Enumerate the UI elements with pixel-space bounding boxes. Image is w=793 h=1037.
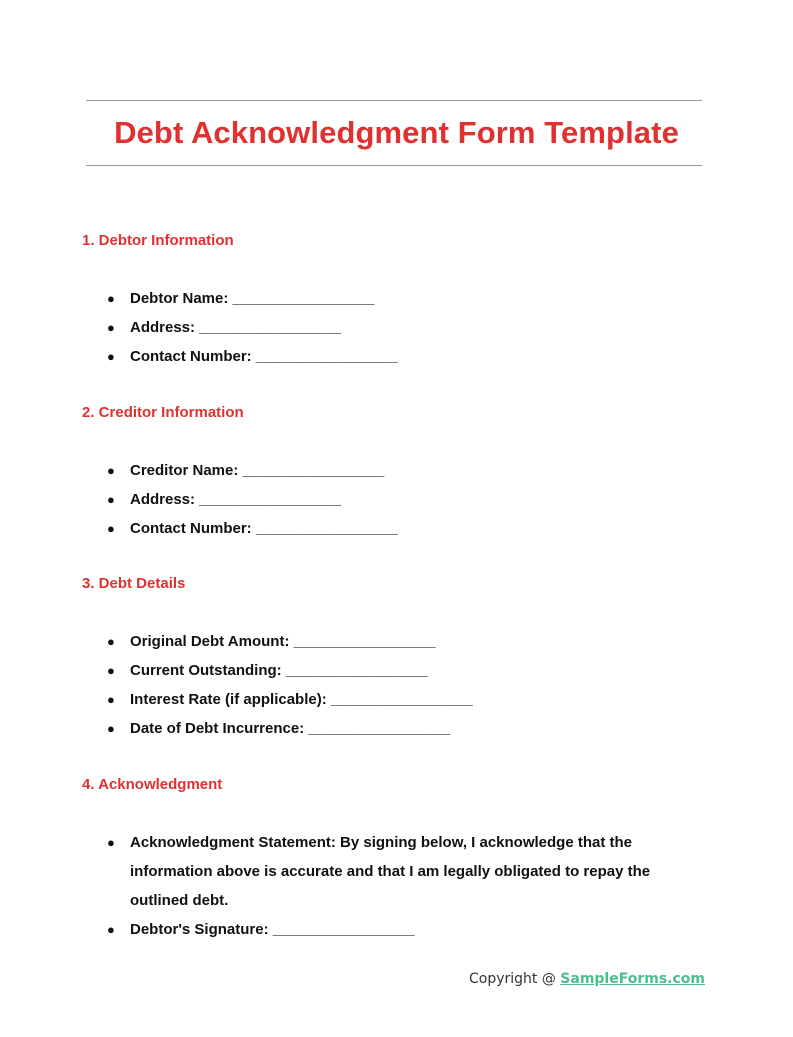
list-item <box>0 915 793 944</box>
acknowledgment-statement: Acknowledgment Statement: By signing below, I acknowledge that the information above is accurate and that I am legally obligated to repay the outlined debt. <box>130 834 651 909</box>
section-heading-debtor: 1. Debtor Information <box>82 232 234 249</box>
list-item <box>0 656 793 685</box>
current-outstanding-field: Current Outstanding: _________________ <box>130 662 428 679</box>
list-item <box>0 313 793 342</box>
bullet-icon: ● <box>107 634 115 649</box>
original-debt-field: Original Debt Amount: _________________ <box>130 633 436 650</box>
list-item <box>0 342 793 371</box>
bullet-icon: ● <box>107 521 115 536</box>
list-item <box>0 456 793 485</box>
debtor-contact-field: Contact Number: _________________ <box>130 348 398 365</box>
bullet-icon: ● <box>107 835 115 850</box>
creditor-address-field: Address: _________________ <box>130 491 342 508</box>
copyright-footer <box>469 968 705 990</box>
list-item <box>0 514 793 543</box>
debt-date-field: Date of Debt Incurrence: _________________ <box>130 720 451 737</box>
section-heading-debt-details: 3. Debt Details <box>82 575 186 592</box>
bullet-icon: ● <box>107 721 115 736</box>
debtor-signature-field: Debtor's Signature: _________________ <box>130 921 415 938</box>
creditor-field-list <box>0 456 793 543</box>
brand-link[interactable]: SampleForms.com <box>560 971 705 987</box>
bullet-icon: ● <box>107 663 115 678</box>
page-title: Debt Acknowledgment Form Template <box>114 115 679 150</box>
debtor-name-field: Debtor Name: _________________ <box>130 290 375 307</box>
bullet-icon: ● <box>107 692 115 707</box>
list-item <box>0 828 793 915</box>
acknowledgment-list <box>0 828 793 944</box>
bullet-icon: ● <box>107 320 115 335</box>
bullet-icon: ● <box>107 492 115 507</box>
interest-rate-field: Interest Rate (if applicable): _________________ <box>130 691 473 708</box>
copyright-text: Copyright @ <box>468 971 561 987</box>
debt-details-list <box>0 627 793 743</box>
section-heading-acknowledgment: 4. Acknowledgment <box>82 776 223 793</box>
debtor-address-field: Address: _________________ <box>130 319 342 336</box>
debtor-field-list <box>0 284 793 371</box>
list-item <box>0 627 793 656</box>
bullet-icon: ● <box>107 922 115 937</box>
bullet-icon: ● <box>107 291 115 306</box>
creditor-contact-field: Contact Number: _________________ <box>130 520 398 537</box>
section-heading-creditor: 2. Creditor Information <box>82 404 244 421</box>
list-item <box>0 485 793 514</box>
title-rule-bottom <box>86 165 702 166</box>
creditor-name-field: Creditor Name: _________________ <box>130 462 385 479</box>
bullet-icon: ● <box>107 349 115 364</box>
list-item <box>0 685 793 714</box>
bullet-icon: ● <box>107 463 115 478</box>
list-item <box>0 284 793 313</box>
list-item <box>0 714 793 743</box>
title-rule-top <box>86 100 702 101</box>
